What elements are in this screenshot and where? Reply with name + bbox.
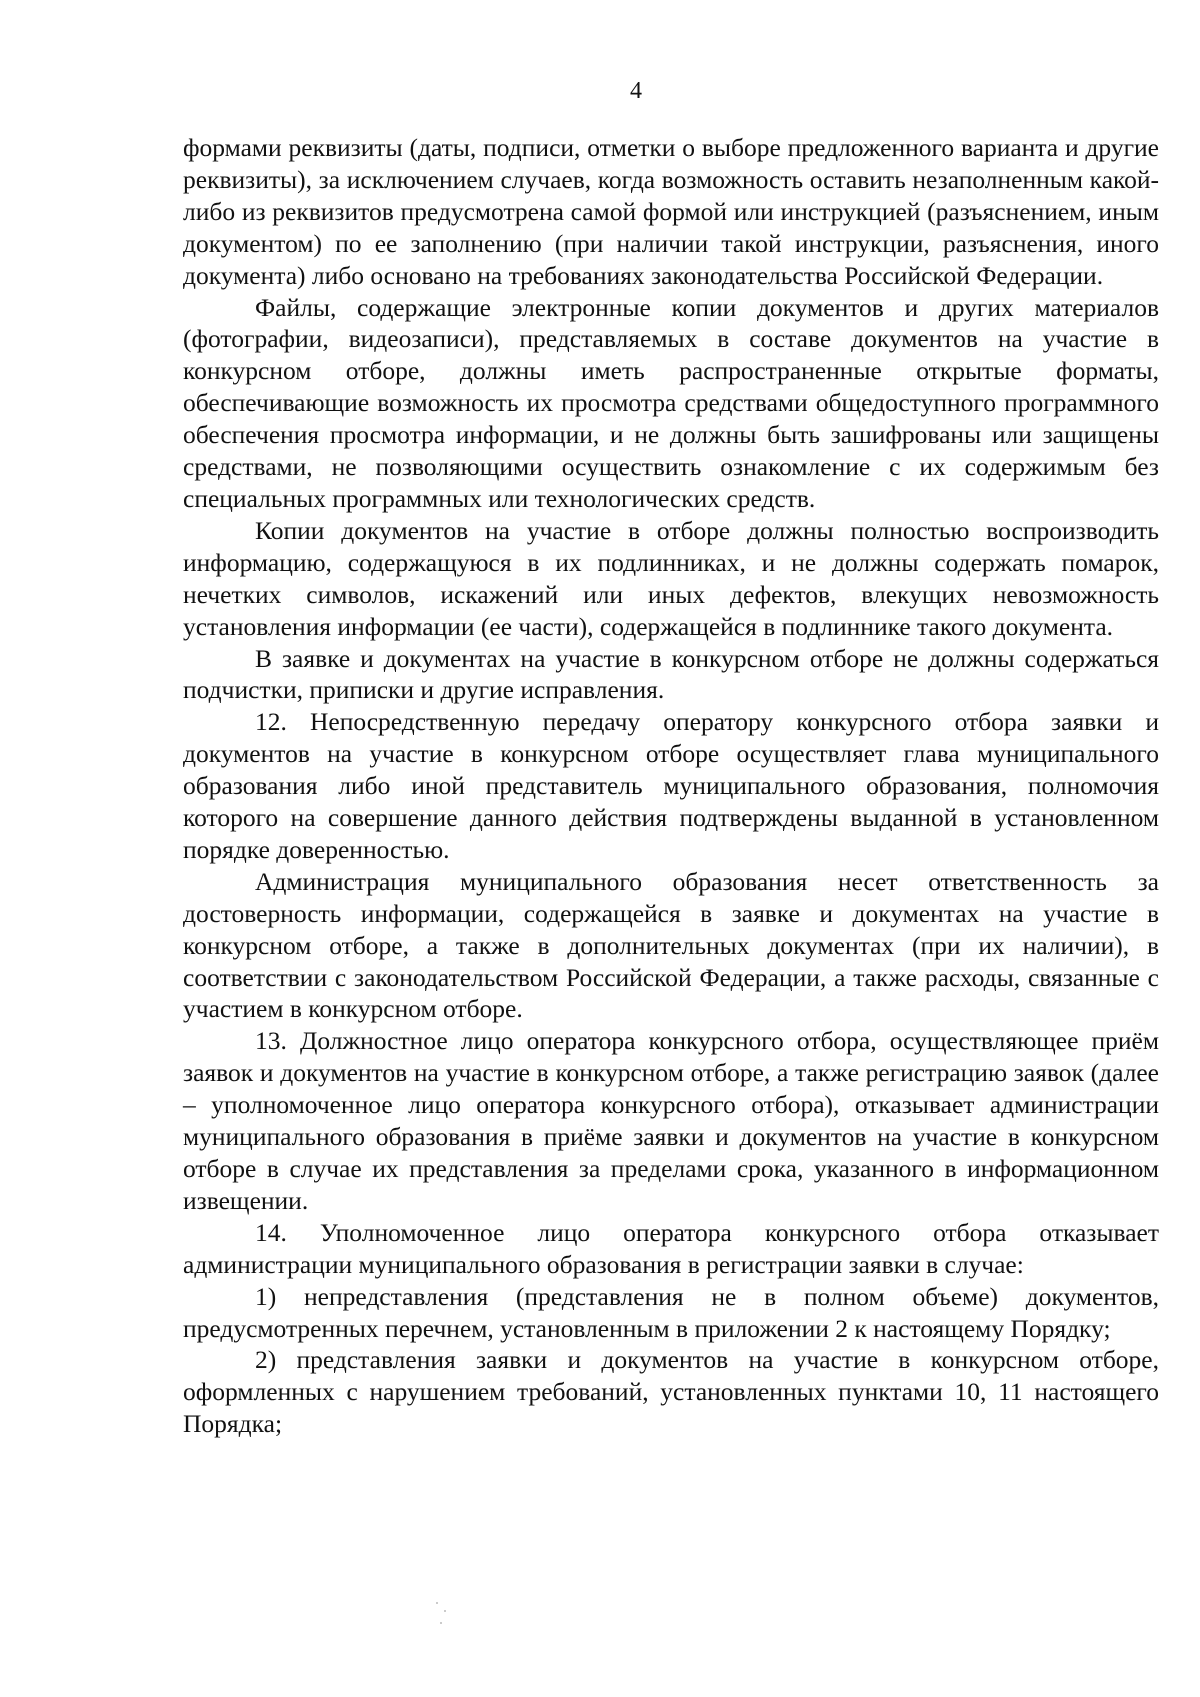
page-number-text: 4 xyxy=(630,78,642,104)
paragraph-subitem-1: 1) непредставления (представления не в полном объеме) документов, предусмотренных перечнем, установленным в приложении 2 к настоящему Порядку; xyxy=(183,1281,1159,1343)
paragraph-item-12: 12. Непосредственную передачу оператору конкурсного отбора заявки и документов на участие в конкурсном отборе осуществляет глава муниципального образования либо иной представитель муниципального образования, полномочия которого на совершение данного действия подтверждены выданной в установленном порядке доверенностью. xyxy=(183,707,1159,864)
paragraph-item-14: 14. Уполномоченное лицо оператора конкурсного отбора отказывает администрации муниципального образования в регистрации заявки в случае: xyxy=(183,1217,1159,1279)
paragraph-subitem-2: 2) представления заявки и документов на участие в конкурсном отборе, оформленных с нарушением требований, установленных пунктами 10, 11 настоящего Порядка; xyxy=(183,1345,1159,1439)
paragraph-electronic-copies: Файлы, содержащие электронные копии документов и других материалов (фотографии, видеозаписи), представляемых в составе документов на участие в конкурсном отборе, должны иметь распространенные открытые форматы, обеспечивающие возможность их просмотра средствами общедоступного программного обеспечения просмотра информации, и не должны быть зашифрованы или защищены средствами, не позволяющими осуществить ознакомление с их содержимым без специальных программных или технологических средств. xyxy=(183,292,1159,513)
paragraph-document-copies: Копии документов на участие в отборе должны полностью воспроизводить информацию, содержащуюся в их подлинниках, и не должны содержать помарок, нечетких символов, искажений или иных дефектов, влекущих невозможность установления информации (ее части), содержащейся в подлиннике такого документа. xyxy=(183,515,1159,641)
document-body xyxy=(183,132,1159,1440)
paragraph-administration-responsibility: Администрация муниципального образования несет ответственность за достоверность информации, содержащейся в заявке и документах на участие в конкурсном отборе, а также в дополнительных документах (при их наличии), в соответствии с законодательством Российской Федерации, а также расходы, связанные с участием в конкурсном отборе. xyxy=(183,866,1159,1024)
scan-specks xyxy=(430,1600,470,1630)
page-number xyxy=(72,78,1200,105)
paragraph-item-13: 13. Должностное лицо оператора конкурсного отбора, осуществляющее приём заявок и документов на участие в конкурсном отборе, а также регистрацию заявок (далее – уполномоченное лицо оператора конкурсного отбора), отказывает администрации муниципального образования в приёме заявки и документов на участие в конкурсном отборе в случае их представления за пределами срока, указанного в информационном извещении. xyxy=(183,1026,1159,1215)
paragraph-no-corrections: В заявке и документах на участие в конкурсном отборе не должны содержаться подчистки, приписки и другие исправления. xyxy=(183,643,1159,705)
paragraph-continuation: формами реквизиты (даты, подписи, отметки о выборе предложенного варианта и другие реквизиты), за исключением случаев, когда возможность оставить незаполненным какой-либо из реквизитов предусмотрена самой формой или инструкцией (разъяснением, иным документом) по ее заполнению (при наличии такой инструкции, разъяснения, иного документа) либо основано на требованиях законодательства Российской Федерации. xyxy=(183,133,1159,290)
